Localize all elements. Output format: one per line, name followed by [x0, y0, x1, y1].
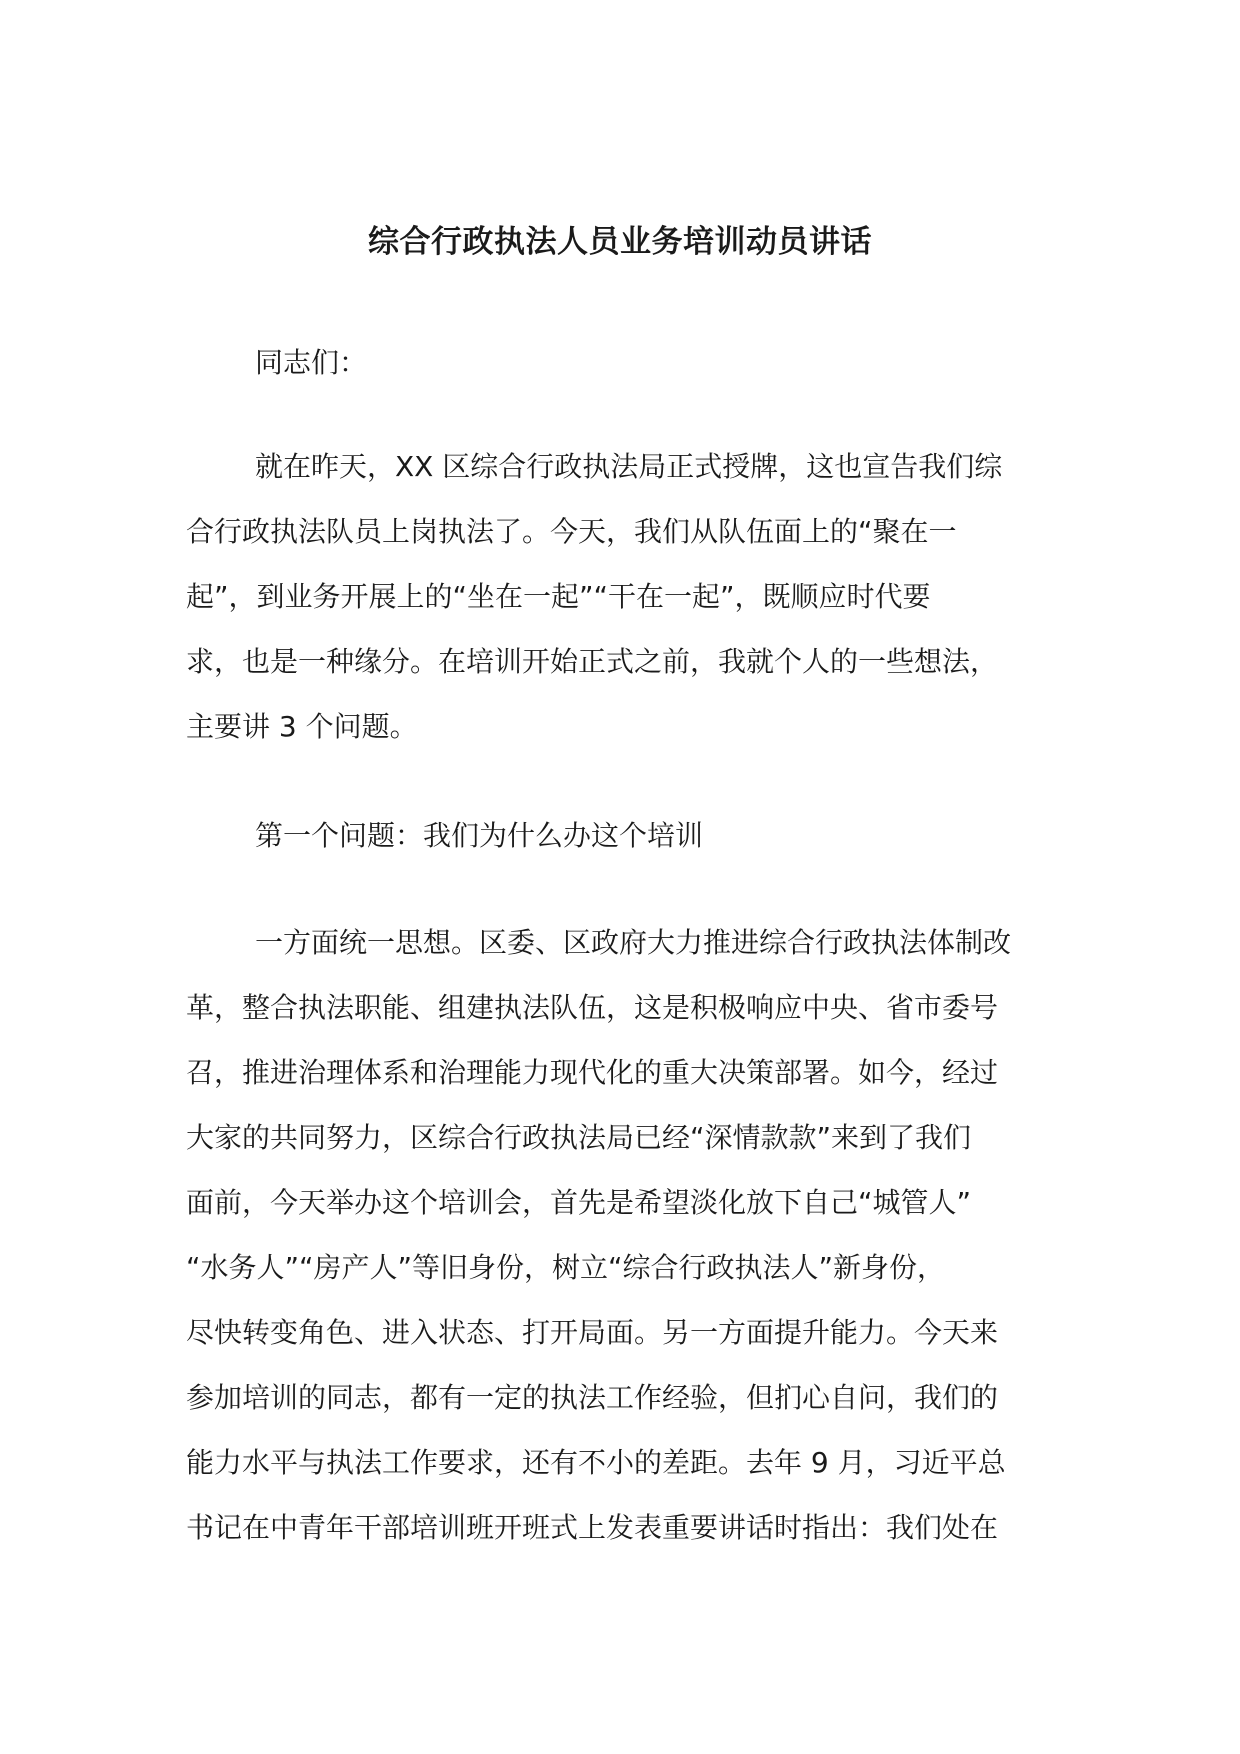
paragraph-1 [186, 434, 1066, 759]
paragraph-line: 一方面统一思想。区委、区政府大力推进综合行政执法体制改 [255, 926, 1012, 959]
section-heading: 第一个问题：我们为什么办这个培训 [255, 819, 704, 852]
paragraph-line: 参加培训的同志，都有一定的执法工作经验，但扪心自问，我们的 [186, 1381, 999, 1414]
paragraph-line: 合行政执法队员上岗执法了。今天，我们从队伍面上的“聚在一 [186, 515, 957, 548]
paragraph-line: 起”，到业务开展上的“坐在一起”“干在一起”，既顺应时代要 [186, 580, 931, 613]
paragraph-line: “水务人”“房产人”等旧身份，树立“综合行政执法人”新身份， [186, 1251, 946, 1284]
paragraph-line: 求，也是一种缘分。在培训开始正式之前，我就个人的一些想法， [186, 645, 999, 678]
paragraph-line: 主要讲 3 个问题。 [186, 710, 418, 743]
paragraph-line: 就在昨天，XX 区综合行政执法局正式授牌，这也宣告我们综 [255, 450, 1003, 483]
paragraph-line: 尽快转变角色、进入状态、打开局面。另一方面提升能力。今天来 [186, 1316, 999, 1349]
paragraph-line: 能力水平与执法工作要求，还有不小的差距。去年 9 月，习近平总 [186, 1446, 1006, 1479]
paragraph-line: 召，推进治理体系和治理能力现代化的重大决策部署。如今，经过 [186, 1056, 999, 1089]
paragraph-2 [186, 910, 1066, 1560]
paragraph-line: 书记在中青年干部培训班开班式上发表重要讲话时指出：我们处在 [186, 1511, 999, 1544]
paragraph-line: 面前，今天举办这个培训会，首先是希望淡化放下自己“城管人” [186, 1186, 972, 1219]
paragraph-line: 革，整合执法职能、组建执法队伍，这是积极响应中央、省市委号 [186, 991, 999, 1024]
paragraph-line: 大家的共同努力，区综合行政执法局已经“深情款款”来到了我们 [186, 1121, 972, 1154]
document-title: 综合行政执法人员业务培训动员讲话 [368, 224, 872, 260]
salutation: 同志们： [255, 346, 368, 379]
